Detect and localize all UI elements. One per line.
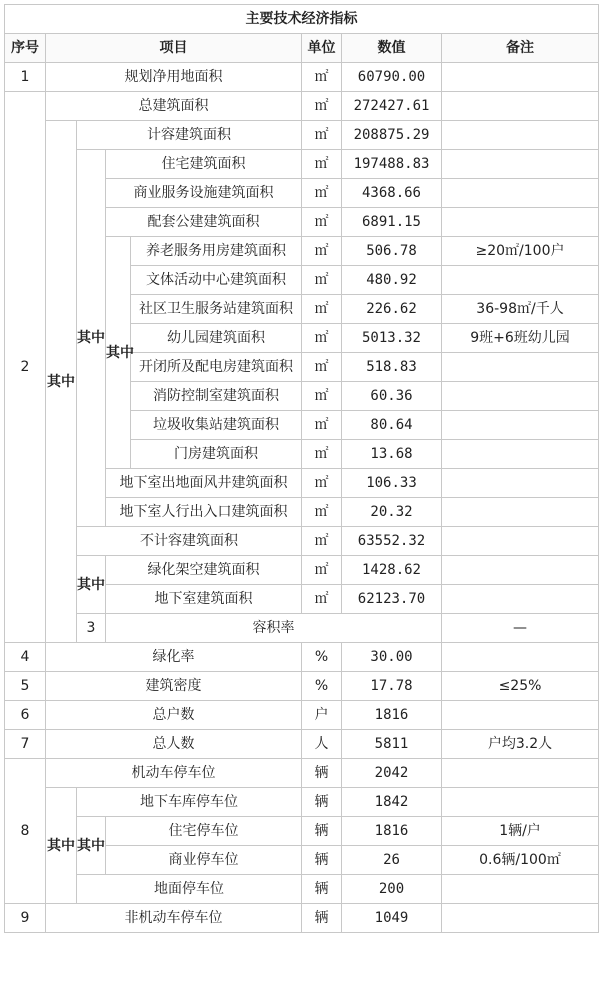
row-item: 垃圾收集站建筑面积 xyxy=(131,411,302,440)
row-unit: 户 xyxy=(302,701,342,730)
qizhong-label: 其中 xyxy=(46,788,77,904)
row-item: 社区卫生服务站建筑面积 xyxy=(131,295,302,324)
row-item: 开闭所及配电房建筑面积 xyxy=(131,353,302,382)
row-unit: ㎡ xyxy=(302,237,342,266)
row-item: 绿化架空建筑面积 xyxy=(106,556,302,585)
row-unit: ㎡ xyxy=(302,469,342,498)
row-note xyxy=(442,411,599,440)
row-note xyxy=(442,179,599,208)
row-value: 1816 xyxy=(342,701,442,730)
row-no: 3 xyxy=(77,614,106,643)
row-unit: ㎡ xyxy=(302,585,342,614)
row-note xyxy=(442,701,599,730)
row-item: 总建筑面积 xyxy=(46,92,302,121)
row-item: 住宅停车位 xyxy=(106,817,302,846)
row-note xyxy=(442,382,599,411)
row-unit: 辆 xyxy=(302,817,342,846)
row-no: 8 xyxy=(5,759,46,904)
row-item: 非机动车停车位 xyxy=(46,904,302,933)
row-unit: 辆 xyxy=(302,788,342,817)
row-unit: ㎡ xyxy=(302,92,342,121)
row-unit: 辆 xyxy=(302,759,342,788)
qizhong-label: 其中 xyxy=(46,121,77,643)
row-value: 480.92 xyxy=(342,266,442,295)
row-value: 197488.83 xyxy=(342,150,442,179)
row-item: 地下室人行出入口建筑面积 xyxy=(106,498,302,527)
row-unit: — xyxy=(442,614,599,643)
row-item: 不计容建筑面积 xyxy=(77,527,302,556)
qizhong-label: 其中 xyxy=(77,150,106,527)
row-value: 60790.00 xyxy=(342,63,442,92)
row-item: 住宅建筑面积 xyxy=(106,150,302,179)
row-unit: ㎡ xyxy=(302,498,342,527)
row-note xyxy=(442,92,599,121)
row-value: 106.33 xyxy=(342,469,442,498)
row-value: 6891.15 xyxy=(342,208,442,237)
row-unit: % xyxy=(302,643,342,672)
row-no: 1 xyxy=(5,63,46,92)
row-value: 200 xyxy=(342,875,442,904)
row-unit: ㎡ xyxy=(302,411,342,440)
row-item: 商业服务设施建筑面积 xyxy=(106,179,302,208)
table-row xyxy=(5,730,599,759)
indicators-table xyxy=(4,4,599,933)
table-row xyxy=(5,788,599,817)
row-value: 63552.32 xyxy=(342,527,442,556)
row-no: 4 xyxy=(5,643,46,672)
row-note xyxy=(442,440,599,469)
row-value: 1049 xyxy=(342,904,442,933)
row-unit: 人 xyxy=(302,730,342,759)
row-note xyxy=(442,150,599,179)
row-item: 计容建筑面积 xyxy=(77,121,302,150)
row-item: 幼儿园建筑面积 xyxy=(131,324,302,353)
row-unit: ㎡ xyxy=(302,382,342,411)
row-no: 7 xyxy=(5,730,46,759)
table-row xyxy=(5,701,599,730)
row-note xyxy=(442,556,599,585)
header-note: 备注 xyxy=(442,34,599,63)
row-item: 总户数 xyxy=(46,701,302,730)
row-unit: ㎡ xyxy=(302,556,342,585)
row-note xyxy=(442,875,599,904)
qizhong-label: 其中 xyxy=(77,817,106,875)
row-value: 272427.61 xyxy=(342,92,442,121)
row-unit: ㎡ xyxy=(302,527,342,556)
row-unit: ㎡ xyxy=(302,266,342,295)
table-row xyxy=(5,63,599,92)
row-unit: 辆 xyxy=(302,875,342,904)
row-item: 建筑密度 xyxy=(46,672,302,701)
row-unit: ㎡ xyxy=(302,208,342,237)
row-item: 地下室出地面风井建筑面积 xyxy=(106,469,302,498)
row-item: 文体活动中心建筑面积 xyxy=(131,266,302,295)
table-row xyxy=(5,904,599,933)
row-unit: ㎡ xyxy=(302,440,342,469)
row-item: 地下车库停车位 xyxy=(77,788,302,817)
table-row xyxy=(5,643,599,672)
row-note xyxy=(442,469,599,498)
table-title: 主要技术经济指标 xyxy=(5,5,599,34)
row-value: 80.64 xyxy=(342,411,442,440)
row-unit: ㎡ xyxy=(302,121,342,150)
row-value: 1816 xyxy=(342,817,442,846)
row-unit: ㎡ xyxy=(302,295,342,324)
row-note: 36-98㎡/千人 xyxy=(442,295,599,324)
row-value: 1842 xyxy=(342,788,442,817)
row-item: 地下室建筑面积 xyxy=(106,585,302,614)
table-row xyxy=(5,150,599,179)
header-no: 序号 xyxy=(5,34,46,63)
row-item: 地面停车位 xyxy=(77,875,302,904)
row-note xyxy=(442,585,599,614)
row-note xyxy=(442,353,599,382)
row-item: 门房建筑面积 xyxy=(131,440,302,469)
row-note: 户均3.2人 xyxy=(442,730,599,759)
table-row xyxy=(5,527,599,556)
row-no: 6 xyxy=(5,701,46,730)
row-unit: % xyxy=(302,672,342,701)
row-unit: 辆 xyxy=(302,904,342,933)
header-value: 数值 xyxy=(342,34,442,63)
table-row xyxy=(5,92,599,121)
row-note: 1辆/户 xyxy=(442,817,599,846)
row-note: ≥20㎡/100户 xyxy=(442,237,599,266)
row-unit: ㎡ xyxy=(302,150,342,179)
row-value: 2042 xyxy=(342,759,442,788)
row-note xyxy=(442,208,599,237)
row-note xyxy=(442,121,599,150)
header-item: 项目 xyxy=(46,34,302,63)
row-note xyxy=(442,643,599,672)
row-note xyxy=(442,904,599,933)
row-item: 消防控制室建筑面积 xyxy=(131,382,302,411)
row-value: 30.00 xyxy=(342,643,442,672)
table-row xyxy=(5,556,599,585)
row-item: 规划净用地面积 xyxy=(46,63,302,92)
row-item: 机动车停车位 xyxy=(46,759,302,788)
row-value: 506.78 xyxy=(342,237,442,266)
row-note xyxy=(442,266,599,295)
row-item: 容积率 xyxy=(106,614,442,643)
table-row xyxy=(5,672,599,701)
row-value: 26 xyxy=(342,846,442,875)
header-unit: 单位 xyxy=(302,34,342,63)
row-unit: ㎡ xyxy=(302,179,342,208)
row-value: 5811 xyxy=(342,730,442,759)
row-value: 62123.70 xyxy=(342,585,442,614)
row-unit: ㎡ xyxy=(302,63,342,92)
row-note: 0.6辆/100㎡ xyxy=(442,846,599,875)
table-row xyxy=(5,875,599,904)
row-note xyxy=(442,759,599,788)
row-value: 5013.32 xyxy=(342,324,442,353)
row-no: 9 xyxy=(5,904,46,933)
row-no: 5 xyxy=(5,672,46,701)
row-unit: ㎡ xyxy=(302,324,342,353)
row-value: 20.32 xyxy=(342,498,442,527)
row-item: 绿化率 xyxy=(46,643,302,672)
row-value: 226.62 xyxy=(342,295,442,324)
row-no: 2 xyxy=(5,92,46,643)
row-value: 17.78 xyxy=(342,672,442,701)
row-value: 60.36 xyxy=(342,382,442,411)
qizhong-label: 其中 xyxy=(77,556,106,614)
row-item: 商业停车位 xyxy=(106,846,302,875)
table-row xyxy=(5,121,599,150)
row-item: 配套公建建筑面积 xyxy=(106,208,302,237)
row-value: 13.68 xyxy=(342,440,442,469)
row-note xyxy=(442,498,599,527)
row-note xyxy=(442,63,599,92)
qizhong-label: 其中 xyxy=(106,237,131,469)
row-unit: 辆 xyxy=(302,846,342,875)
row-value: 4368.66 xyxy=(342,179,442,208)
row-value: 518.83 xyxy=(342,353,442,382)
row-item: 养老服务用房建筑面积 xyxy=(131,237,302,266)
row-value: 208875.29 xyxy=(342,121,442,150)
table-row xyxy=(5,614,599,643)
row-unit: ㎡ xyxy=(302,353,342,382)
row-value: 1428.62 xyxy=(342,556,442,585)
table-row xyxy=(5,759,599,788)
row-note: ≤25% xyxy=(442,672,599,701)
row-note: 9班+6班幼儿园 xyxy=(442,324,599,353)
row-note xyxy=(442,527,599,556)
row-item: 总人数 xyxy=(46,730,302,759)
table-row xyxy=(5,817,599,846)
row-note xyxy=(442,788,599,817)
